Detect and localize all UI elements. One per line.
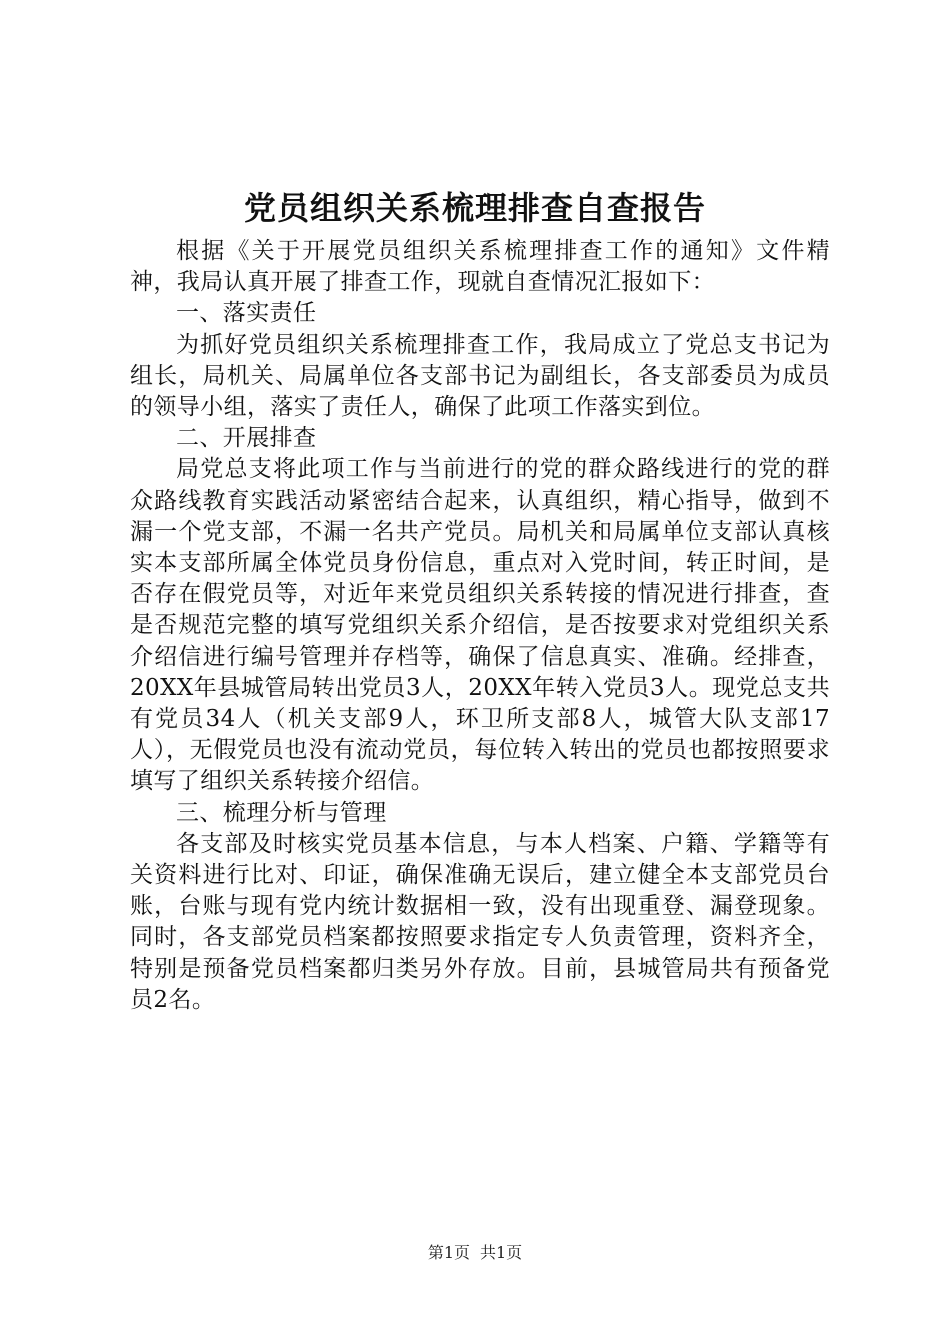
page-total: 共1页: [480, 1243, 523, 1262]
section-heading-investigation: 二、开展排查: [176, 425, 317, 452]
section-heading-management: 三、梳理分析与管理: [176, 799, 387, 826]
section-heading-responsibility: 一、落实责任: [176, 300, 317, 327]
responsibility-paragraph: 为抓好党员组织关系梳理排查工作，我局成立了党总支书记为组长，局机关、局属单位各支部书记为副组长，各支部委员为成员的领导小组，落实了责任人，确保了此项工作落实到位。: [130, 331, 830, 421]
management-paragraph: 各支部及时核实党员基本信息，与本人档案、户籍、学籍等有关资料进行比对、印证，确保准确无误后，建立健全本支部党员台账，台账与现有党内统计数据相一致，没有出现重登、漏登现象。同时，各支部党员档案都按照要求指定专人负责管理，资料齐全，特别是预备党员档案都归类另外存放。目前，县城管局共有预备党员2名。: [130, 830, 830, 1013]
intro-paragraph: 根据《关于开展党员组织关系梳理排查工作的通知》文件精神，我局认真开展了排查工作，现就自查情况汇报如下：: [130, 238, 830, 296]
document-title: 党员组织关系梳理排查自查报告: [243, 189, 706, 227]
page-footer: [0, 1242, 950, 1264]
page-number: 第1页: [427, 1243, 470, 1262]
investigation-paragraph: 局党总支将此项工作与当前进行的党的群众路线进行的党的群众路线教育实践活动紧密结合起来，认真组织，精心指导，做到不漏一个党支部，不漏一名共产党员。局机关和局属单位支部认真核实本支部所属全体党员身份信息，重点对入党时间，转正时间，是否存在假党员等，对近年来党员组织关系转接的情况进行排查，查是否规范完整的填写党组织关系介绍信，是否按要求对党组织关系介绍信进行编号管理并存档等，确保了信息真实、准确。经排查，20XX年县城管局转出党员3人，20XX年转入党员3人。现党总支共有党员34人（机关支部9人，环卫所支部8人，城管大队支部17人），无假党员也没有流动党员，每位转入转出的党员也都按照要求填写了组织关系转接介绍信。: [130, 456, 830, 795]
document-body: [130, 236, 830, 1016]
